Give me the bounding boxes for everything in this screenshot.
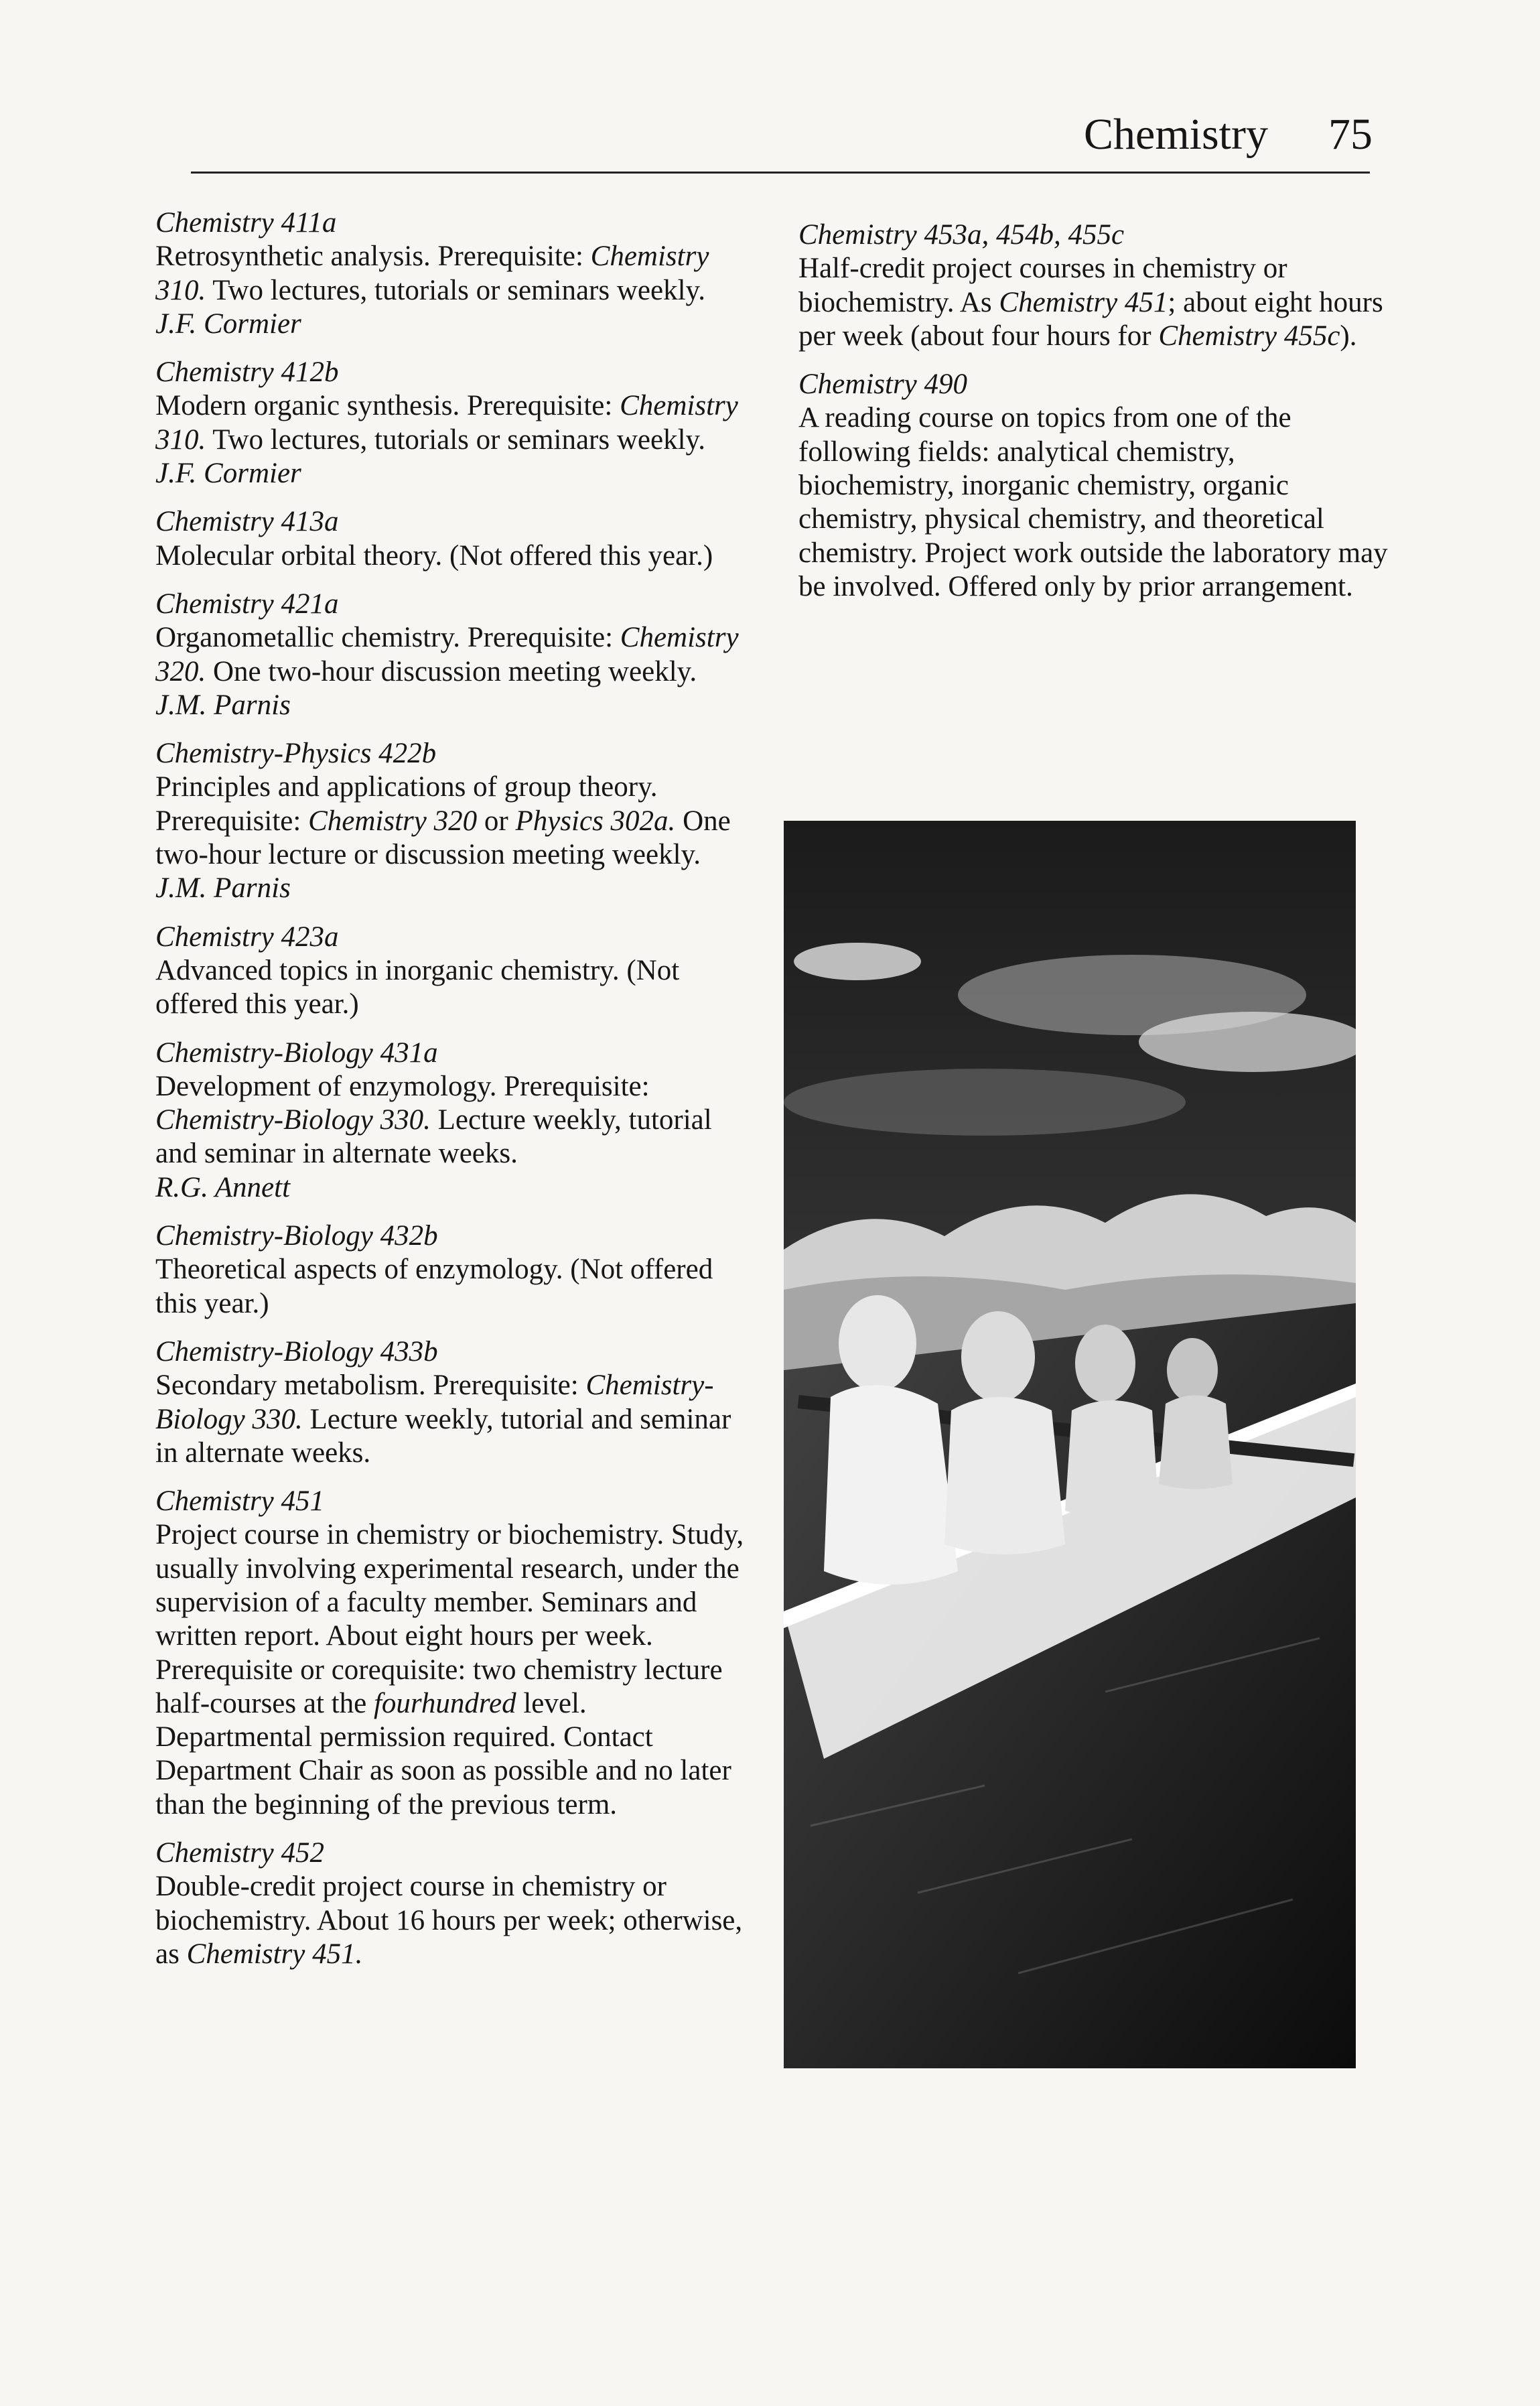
course-entry: [155, 737, 745, 905]
header-rule: [191, 172, 1370, 174]
description-text: One two-hour lecture or discussion meeting weekly.: [155, 805, 731, 871]
description-text: Lecture weekly, tutorial and seminar in alternate weeks.: [155, 1403, 731, 1469]
course-entry: [155, 356, 745, 490]
course-title: Chemistry 451: [155, 1485, 325, 1518]
description-text: Organometallic chemistry. Prerequisite:: [155, 622, 620, 654]
course-title: Chemistry-Biology 431a: [155, 1037, 438, 1069]
course-description: [155, 1070, 745, 1171]
course-reference: Chemistry 310.: [155, 241, 709, 306]
course-title: Chemistry-Biology 433b: [155, 1335, 438, 1367]
page-number: 75: [1328, 110, 1373, 159]
description-text: Molecular orbital theory. (Not offered this year.): [155, 539, 713, 572]
course-instructor: R.G. Annett: [155, 1171, 291, 1203]
course-title: Chemistry 411a: [155, 207, 337, 239]
course-title: Chemistry-Biology 432b: [155, 1220, 438, 1252]
description-text: One two-hour discussion meeting weekly.: [206, 655, 697, 687]
course-entry: [798, 368, 1395, 604]
course-reference: Chemistry 455c: [1158, 320, 1340, 352]
course-description: [155, 389, 745, 457]
course-entry: [155, 1219, 745, 1321]
course-title: Chemistry 413a: [155, 506, 339, 538]
course-entry: [155, 206, 745, 341]
course-title: Chemistry-Physics 422b: [155, 738, 437, 770]
course-description: [155, 954, 745, 1022]
description-text: ).: [1340, 320, 1357, 352]
course-entry: [155, 921, 745, 1022]
description-text: Modern organic synthesis. Prerequisite:: [155, 390, 620, 422]
description-text: Theoretical aspects of enzymology. (Not offered this year.): [155, 1254, 713, 1319]
course-description: [155, 1518, 745, 1822]
course-description: [798, 401, 1395, 604]
course-reference: Chemistry-Biology 330.: [155, 1104, 431, 1136]
course-reference: Chemistry 320: [308, 805, 478, 837]
course-entry: [155, 588, 745, 722]
course-reference: Chemistry-Biology 330.: [155, 1369, 714, 1435]
course-entry: [798, 218, 1395, 353]
course-instructor: J.F. Cormier: [155, 308, 301, 340]
description-text: A reading course on topics from one of the following fields: analytical chemistry, biochemistry, inorganic chemistry, organic chemistry, physical chemistry, and theoretical chemistry. Project work outside the laboratory may be involved. Offered only by prior arrangement.: [798, 402, 1388, 602]
course-reference: Chemistry 451: [999, 286, 1168, 318]
description-text: Principles and applications of group theory. Prerequisite:: [155, 771, 658, 837]
course-entry: [155, 1836, 745, 1971]
description-text: Two lectures, tutorials or seminars weekly.: [206, 274, 705, 306]
course-description: [155, 771, 745, 872]
course-entry: [155, 1485, 745, 1822]
course-entry: [155, 1335, 745, 1470]
course-description: [155, 539, 745, 573]
course-title: Chemistry 453a, 454b, 455c: [798, 219, 1125, 251]
course-instructor: J.M. Parnis: [155, 689, 291, 721]
description-text: Project course in chemistry or biochemistry. Study, usually involving experimental research, under the supervision of a faculty member. Seminars and written report. About eight hours per week. Prerequisite or corequisite: two chemistry lecture half-courses at the: [155, 1519, 744, 1719]
description-text: Retrosynthetic analysis. Prerequisite:: [155, 241, 591, 273]
description-text: Double-credit project course in chemistry or biochemistry. About 16 hours per week; otherwise, as: [155, 1871, 743, 1970]
left-column: [155, 206, 745, 1986]
course-instructor: J.M. Parnis: [155, 872, 291, 905]
rowers-photo-image: [784, 821, 1356, 2068]
description-text: Two lectures, tutorials or seminars weekly.: [206, 423, 705, 456]
course-title: Chemistry 490: [798, 369, 968, 401]
course-instructor: J.F. Cormier: [155, 458, 301, 490]
course-title: Chemistry 412b: [155, 356, 339, 389]
course-title: Chemistry 423a: [155, 921, 339, 953]
course-entry: [155, 505, 745, 573]
course-description: [155, 621, 745, 689]
description-text: or: [477, 805, 516, 837]
course-reference: fourhundred: [373, 1687, 516, 1719]
course-description: [798, 252, 1395, 353]
course-entry: [155, 1037, 745, 1205]
course-description: [155, 1253, 745, 1321]
course-title: Chemistry 452: [155, 1837, 325, 1869]
description-text: Secondary metabolism. Prerequisite:: [155, 1369, 586, 1402]
running-head: [1084, 110, 1373, 159]
description-text: level. Departmental permission required. Contact Department Chair as soon as possible and no later than the beginning of the previous term.: [155, 1687, 731, 1820]
description-text: ; about eight hours per week (about four hours for: [798, 286, 1383, 352]
course-description: [155, 1369, 745, 1470]
course-reference: Chemistry 320.: [155, 622, 739, 687]
description-text: Half-credit project courses in chemistry or biochemistry. As: [798, 253, 1287, 318]
right-column: [798, 218, 1395, 618]
course-reference: Chemistry 451.: [186, 1938, 363, 1970]
section-title: Chemistry: [1084, 110, 1268, 159]
course-reference: Chemistry 310.: [155, 390, 738, 456]
course-reference: Physics 302a.: [515, 805, 676, 837]
course-description: [155, 240, 745, 308]
description-text: Development of enzymology. Prerequisite:: [155, 1070, 650, 1102]
description-text: Lecture weekly, tutorial and seminar in alternate weeks.: [155, 1104, 712, 1170]
rowers-photo: [784, 821, 1356, 2068]
course-description: [155, 1870, 745, 1971]
course-title: Chemistry 421a: [155, 588, 339, 620]
description-text: Advanced topics in inorganic chemistry. (Not offered this year.): [155, 954, 680, 1020]
